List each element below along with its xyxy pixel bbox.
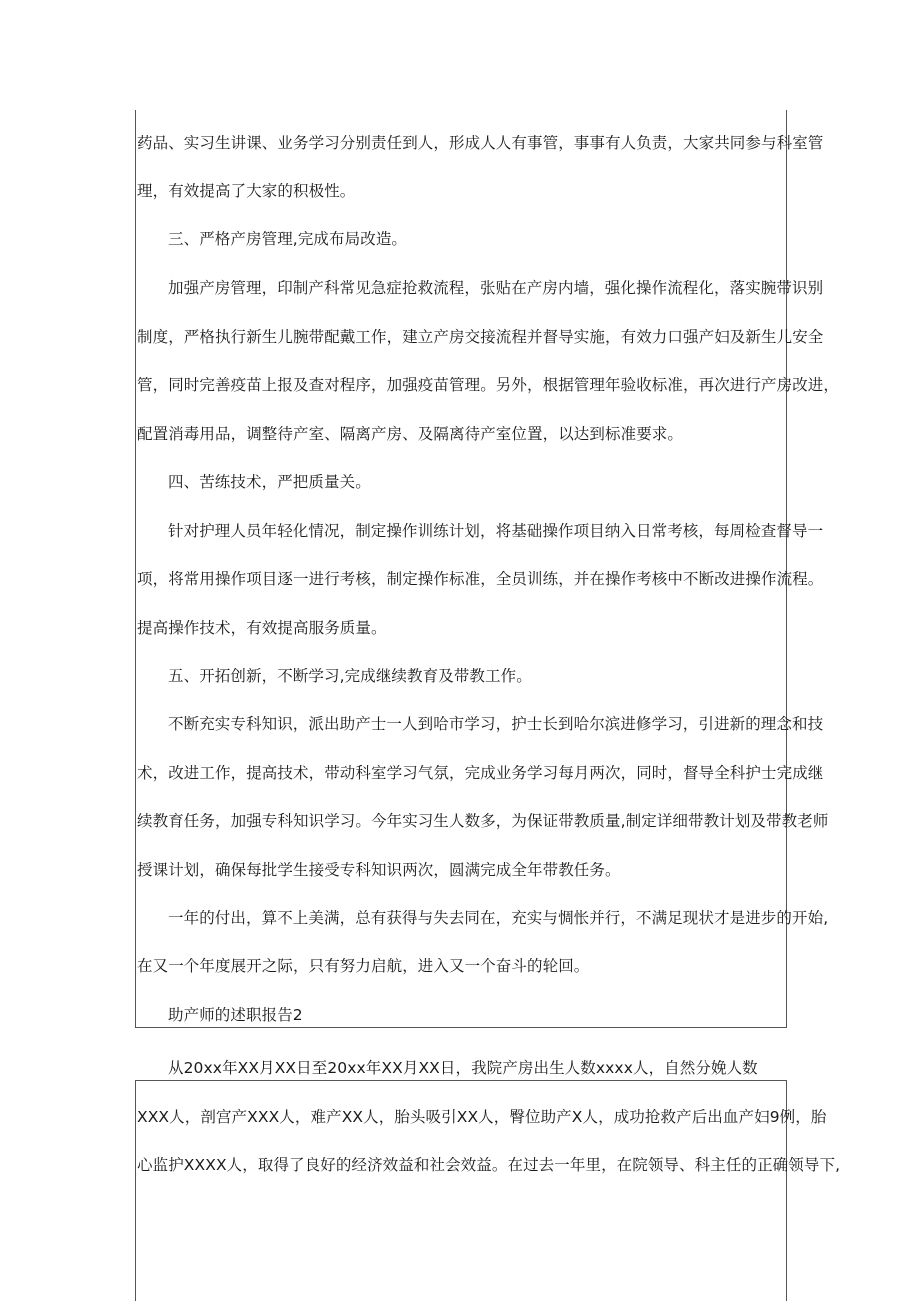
paragraph-line: 理，有效提高了大家的积极性。 (137, 182, 356, 200)
paragraph-line: 在又一个年度展开之际，只有努力启航，进入又一个奋斗的轮回。 (137, 957, 590, 975)
paragraph-line: 心监护XXXX人，取得了良好的经济效益和社会效益。在过去一年里，在院领导、科主任的正确领导下, (137, 1156, 841, 1174)
paragraph-line: 授课计划，确保每批学生接受专科知识两次，圆满完成全年带教任务。 (137, 861, 621, 879)
paragraph-line: 从20xx年XX月XX日至20xx年XX月XX日，我院产房出生人数xxxx人，自然分娩人数 (168, 1059, 758, 1077)
paragraph-line: 制度，严格执行新生儿腕带配戴工作，建立产房交接流程并督导实施，有效力口强产妇及新生儿安全 (137, 328, 824, 346)
paragraph-line: 加强产房管理，印制产科常见急症抢救流程，张贴在产房内墙，强化操作流程化，落实腕带识别 (168, 279, 824, 297)
paragraph-line: XXX人，剖宫产XXX人，难产XX人，胎头吸引XX人，臀位助产X人，成功抢救产后出血产妇9例，胎 (137, 1108, 827, 1126)
paragraph-line: 管，同时完善疫苗上报及查对程序，加强疫苗管理。另外，根据管理年验收标准，再次进行产房改进， (137, 376, 840, 394)
paragraph-line: 不断充实专科知识，派出助产士一人到哈市学习，护士长到哈尔滨进修学习，引进新的理念和技 (168, 715, 824, 733)
section-heading: 五、开拓创新，不断学习,完成继续教育及带教工作。 (168, 667, 532, 685)
paragraph-line: 提高操作技术，有效提高服务质量。 (137, 619, 387, 637)
paragraph-line: 续教育任务，加强专科知识学习。今年实习生人数多，为保证带教质量,制定详细带教计划及带教老师 (137, 812, 829, 830)
paragraph-line: 项，将常用操作项目逐一进行考核，制定操作标准，全员训练，并在操作考核中不断改进操作流程。 (137, 570, 824, 588)
paragraph-line: 配置消毒用品，调整待产室、隔离产房、及隔离待产室位置，以达到标准要求。 (137, 425, 684, 443)
paragraph-line: 一年的付出，算不上美满，总有获得与失去同在，充实与惆怅并行，不满足现状才是进步的开始, (168, 909, 829, 927)
section-heading: 三、严格产房管理,完成布局改造。 (168, 230, 408, 248)
report-title: 助产师的述职报告2 (168, 1006, 303, 1024)
paragraph-line: 针对护理人员年轻化情况，制定操作训练计划，将基础操作项目纳入日常考核，每周检查督导一 (168, 522, 824, 540)
section-heading: 四、苦练技术，严把质量关。 (168, 473, 371, 491)
paragraph-line: 药品、实习生讲课、业务学习分别责任到人，形成人人有事管，事事有人负责，大家共同参与科室管 (137, 134, 824, 152)
paragraph-line: 术，改进工作，提高技术，带动科室学习气氛，完成业务学习每月两次，同时，督导全科护士完成继 (137, 764, 824, 782)
